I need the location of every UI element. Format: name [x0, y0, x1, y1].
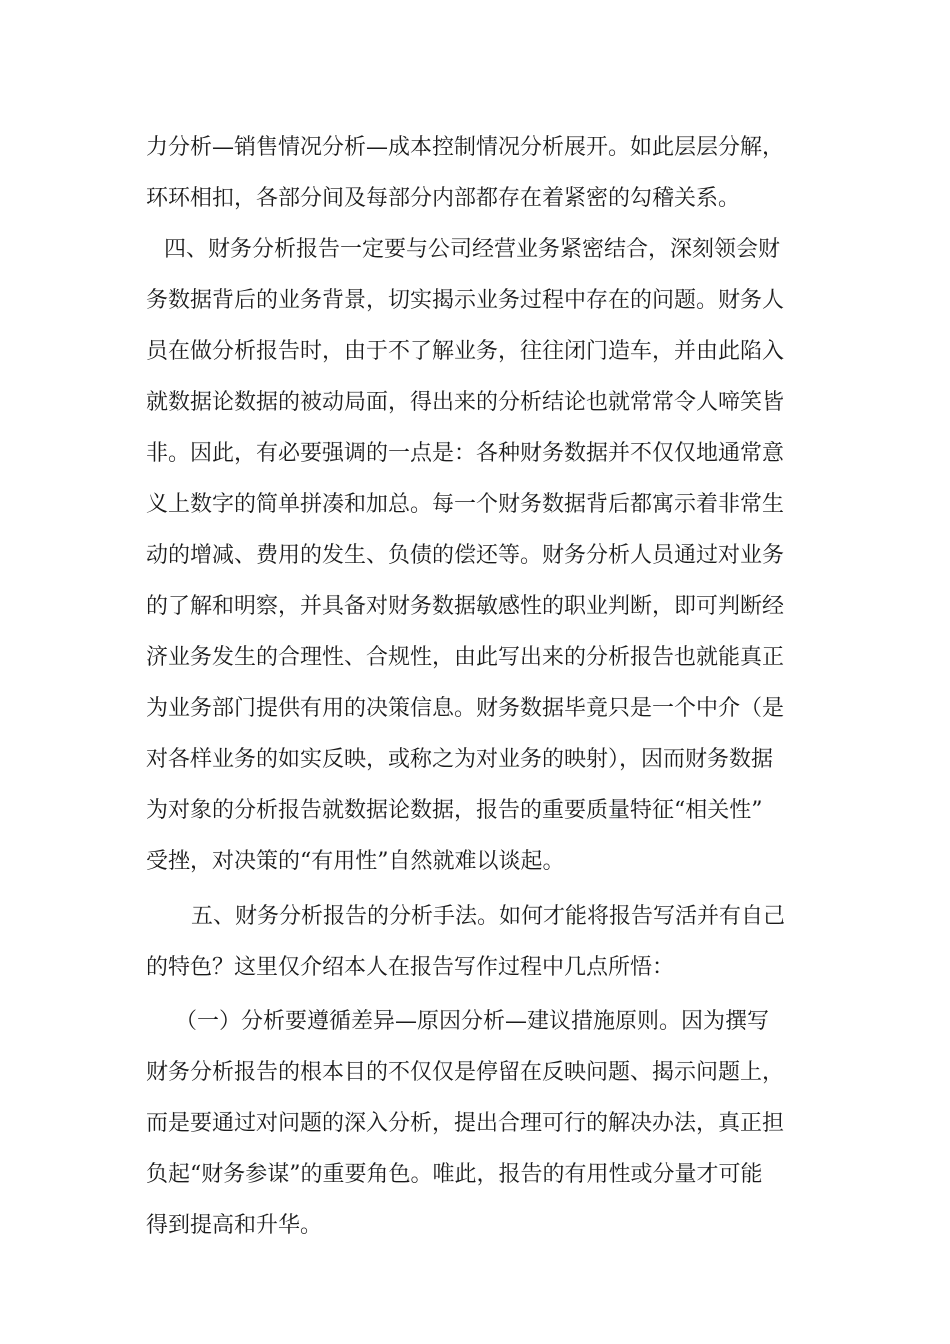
text-line: 得到提高和升华。: [146, 1213, 323, 1238]
text-line: 义上数字的简单拼凑和加总。每一个财务数据背后都寓示着非常生: [146, 492, 785, 517]
text-line: 力分析—销售情况分析—成本控制情况分析展开。如此层层分解，: [146, 135, 785, 160]
text-line: 非。因此，有必要强调的一点是：各种财务数据并不仅仅地通常意: [146, 441, 785, 466]
paragraph-start-line: （一）分析要遵循差异—原因分析—建议措施原则。因为撰写: [175, 1009, 770, 1034]
text-line: 济业务发生的合理性、合规性，由此写出来的分析报告也就能真正: [146, 645, 785, 670]
text-line: 财务分析报告的根本目的不仅仅是停留在反映问题、揭示问题上，: [146, 1060, 785, 1085]
text-line: 的了解和明察，并具备对财务数据敏感性的职业判断，即可判断经: [146, 594, 785, 619]
paragraph-start-line: 五、财务分析报告的分析手法。如何才能将报告写活并有自己: [191, 904, 786, 929]
text-line: 受挫，对决策的“有用性”自然就难以谈起。: [146, 849, 565, 874]
text-line: 环环相扣，各部分间及每部分内部都存在着紧密的勾稽关系。: [146, 186, 741, 211]
text-line: 的特色？这里仅介绍本人在报告写作过程中几点所悟：: [146, 955, 675, 980]
text-line: 而是要通过对问题的深入分析，提出合理可行的解决办法，真正担: [146, 1111, 785, 1136]
text-line: 就数据论数据的被动局面，得出来的分析结论也就常常令人啼笑皆: [146, 390, 785, 415]
text-line: 动的增减、费用的发生、负债的偿还等。财务分析人员通过对业务: [146, 543, 785, 568]
text-line: 为对象的分析报告就数据论数据，报告的重要质量特征“相关性”: [146, 798, 763, 823]
text-line: 务数据背后的业务背景，切实揭示业务过程中存在的问题。财务人: [146, 288, 785, 313]
paragraph-start-line: 四、财务分析报告一定要与公司经营业务紧密结合，深刻领会财: [164, 237, 781, 262]
text-line: 员在做分析报告时，由于不了解业务，往往闭门造车，并由此陷入: [146, 339, 785, 364]
text-line: 负起“财务参谋”的重要角色。唯此，报告的有用性或分量才可能: [146, 1162, 763, 1187]
text-line: 对各样业务的如实反映，或称之为对业务的映射），因而财务数据: [146, 747, 774, 772]
text-line: 为业务部门提供有用的决策信息。财务数据毕竟只是一个中介（是: [146, 696, 785, 721]
